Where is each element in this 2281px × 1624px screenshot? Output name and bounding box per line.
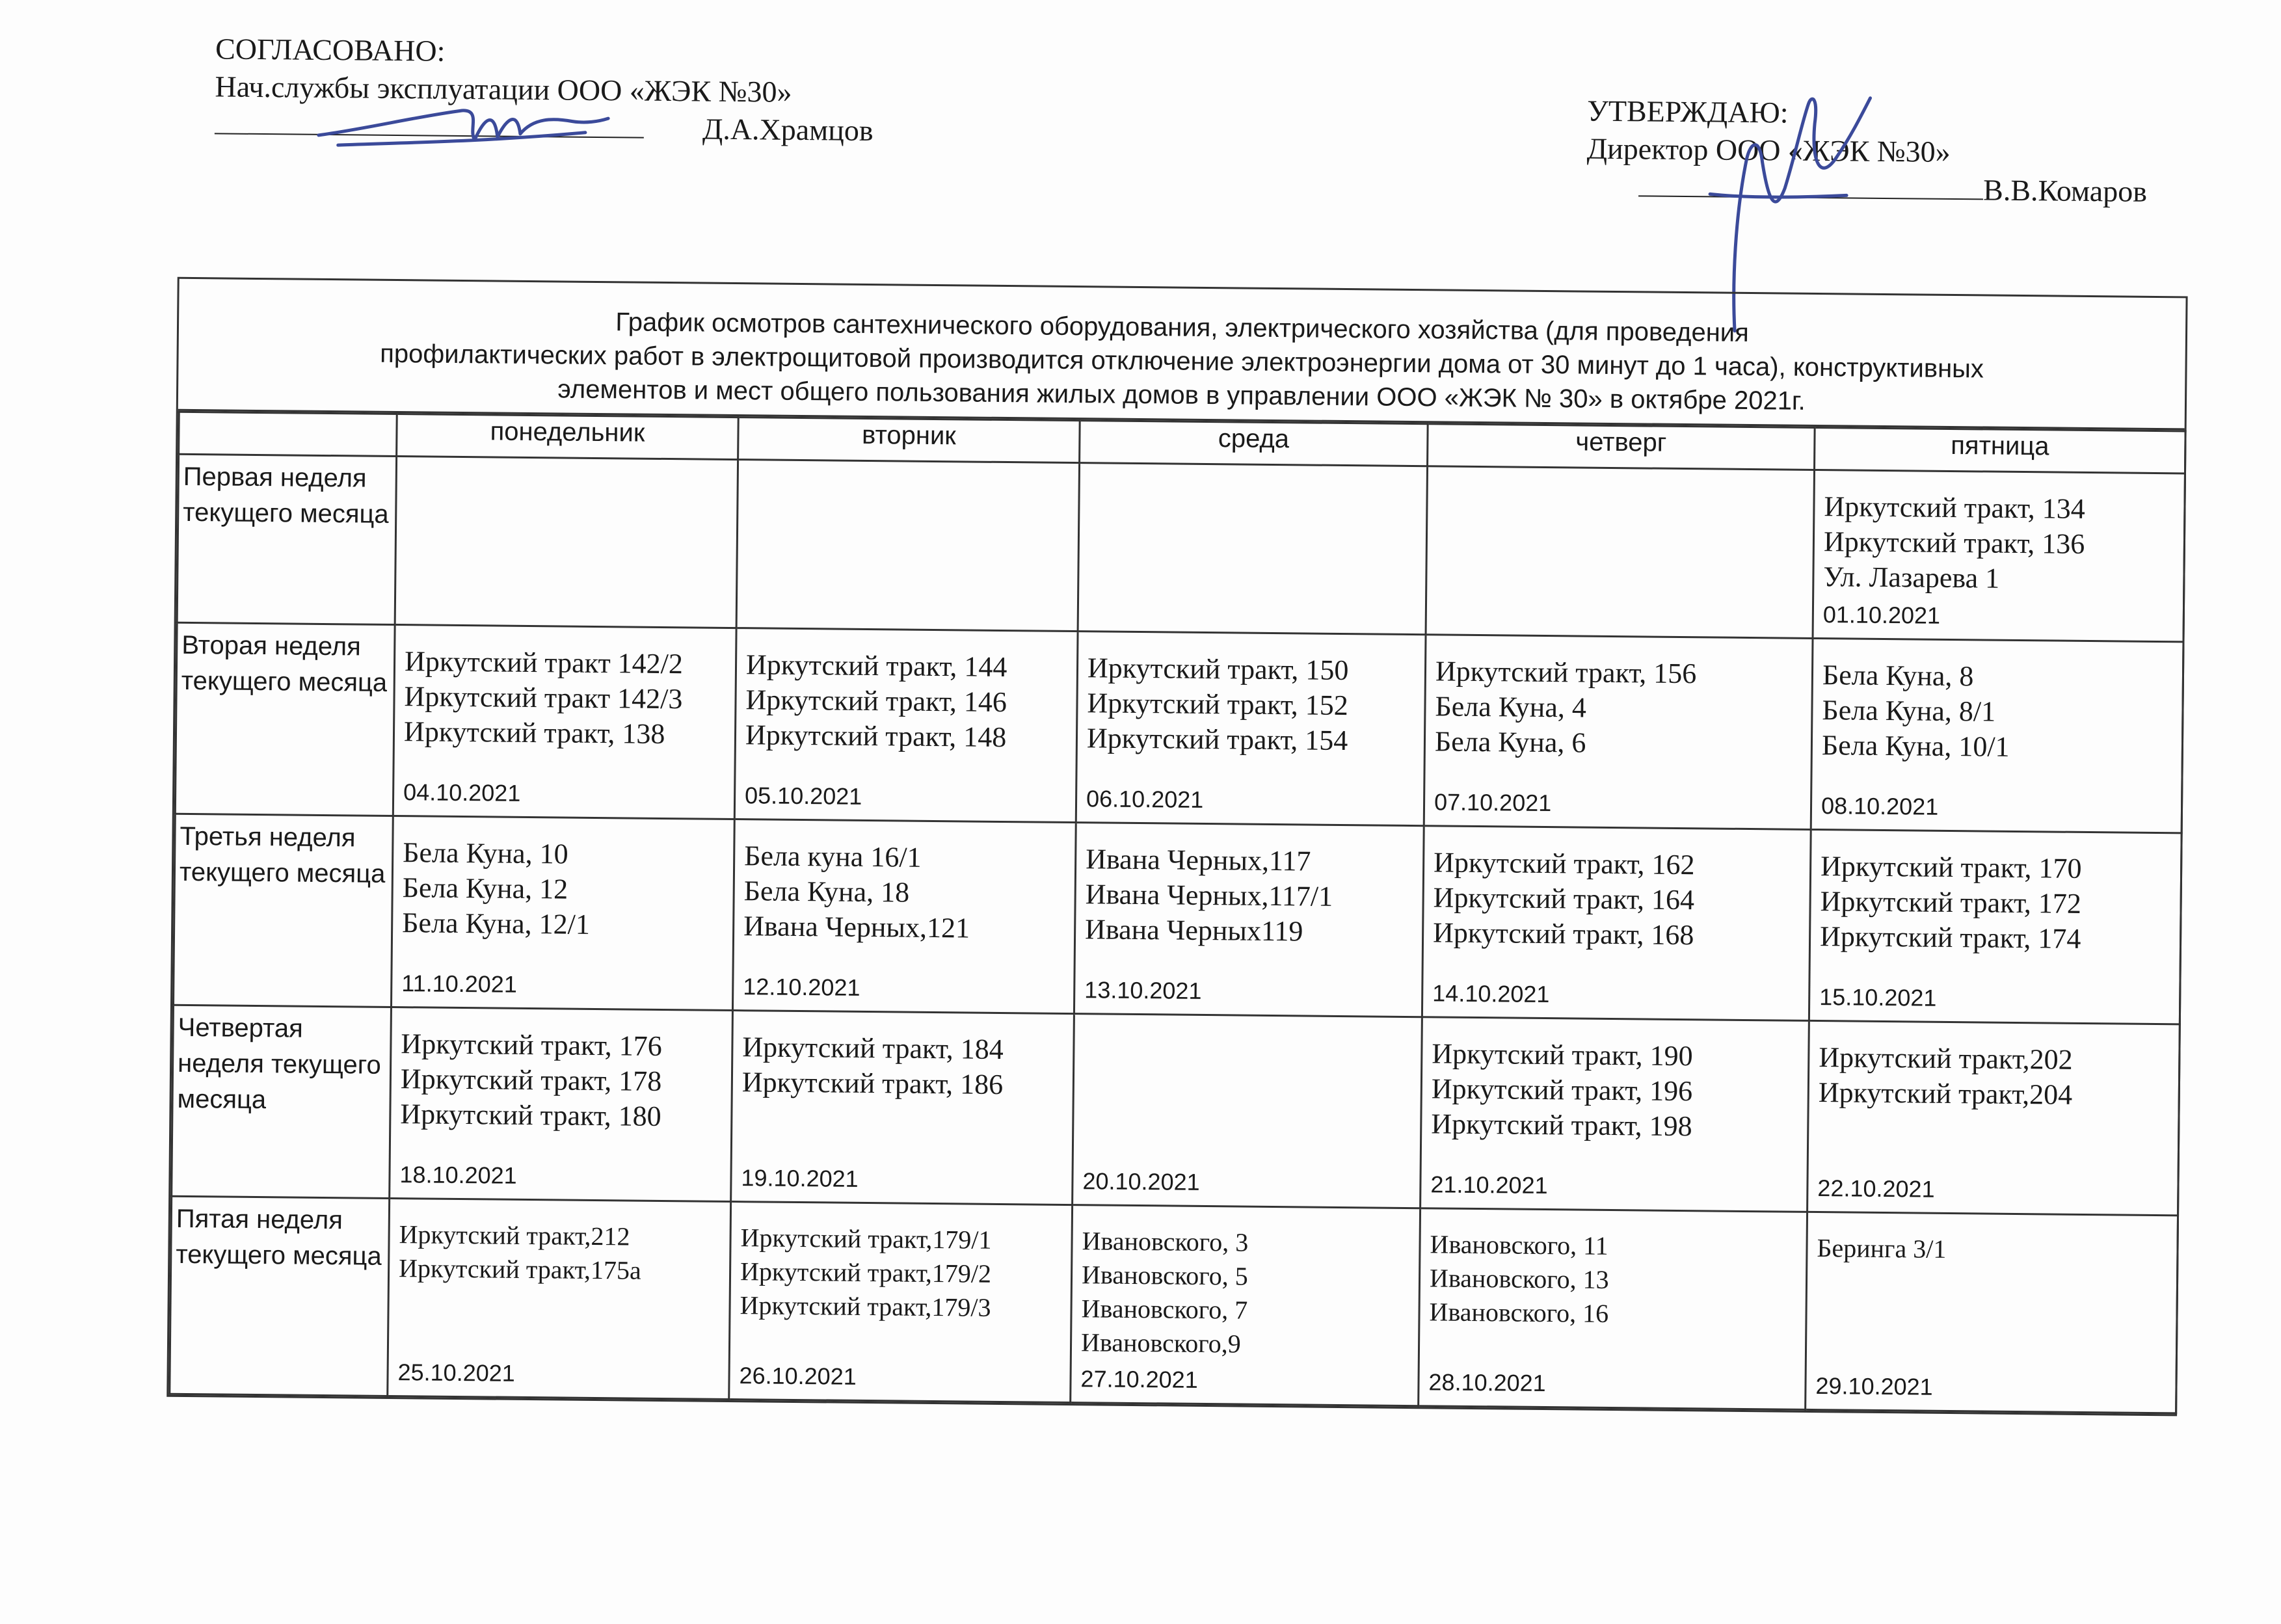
building-address: Иркутский тракт, 134 xyxy=(1824,490,2086,525)
building-address: Иркутский тракт,179/3 xyxy=(740,1290,991,1322)
inspection-date: 07.10.2021 xyxy=(1434,788,1552,817)
inspection-date: 20.10.2021 xyxy=(1082,1167,1200,1195)
inspection-date: 21.10.2021 xyxy=(1430,1171,1548,1199)
building-address: Ивановского, 7 xyxy=(1081,1294,1248,1325)
schedule-cell xyxy=(729,1202,1073,1403)
weekday-header: среда xyxy=(1080,421,1428,466)
schedule-cell xyxy=(1421,1017,1809,1212)
building-address: Иркутский тракт,204 xyxy=(1818,1076,2073,1111)
title-line: профилактических работ в электрощитовой производится отключение электроэнергии дома от 30 минут до 1 часа), конструктивных xyxy=(380,339,1984,384)
inspection-date: 15.10.2021 xyxy=(1819,983,1937,1011)
week-row xyxy=(172,1005,2180,1216)
schedule-cell xyxy=(1078,463,1427,635)
inspection-date: 13.10.2021 xyxy=(1084,976,1202,1004)
building-address: Бела Куна, 18 xyxy=(743,875,910,909)
schedule-cell xyxy=(393,625,736,819)
schedule-cell xyxy=(731,1011,1074,1205)
building-address: Бела куна 16/1 xyxy=(744,840,922,873)
week-label: Вторая неделя текущего месяца xyxy=(175,622,395,816)
approval-agreed-heading: СОГЛАСОВАНО: xyxy=(215,32,446,68)
building-address: Иркутский тракт, 162 xyxy=(1433,846,1695,881)
building-address: Ивановского, 5 xyxy=(1081,1260,1248,1291)
inspection-date: 11.10.2021 xyxy=(401,970,518,998)
weekday-header: четверг xyxy=(1428,424,1815,470)
week-label: Пятая неделя текущего месяца xyxy=(170,1196,390,1396)
weekday-header: пятница xyxy=(1815,427,2186,473)
building-address: Ивановского, 16 xyxy=(1429,1297,1609,1328)
schedule-cell xyxy=(1076,632,1426,826)
building-address: Иркутский тракт, 198 xyxy=(1431,1108,1692,1143)
building-address: Бела Куна, 10 xyxy=(403,836,568,870)
building-address: Иркутский тракт, 170 xyxy=(1820,850,2082,885)
building-address: Иркутский тракт 142/3 xyxy=(404,680,683,715)
building-address: Иркутский тракт, 138 xyxy=(403,715,665,751)
building-address: Бела Куна, 4 xyxy=(1435,690,1587,724)
schedule-cell xyxy=(1073,1014,1422,1208)
inspection-date: 14.10.2021 xyxy=(1432,979,1550,1008)
building-address: Ивановского,9 xyxy=(1080,1327,1241,1359)
building-address: Ивана Черных,117 xyxy=(1085,843,1311,877)
inspection-date: 01.10.2021 xyxy=(1822,601,1941,629)
schedule-cell xyxy=(1426,466,1814,639)
schedule-title xyxy=(178,279,2186,431)
inspection-date: 18.10.2021 xyxy=(399,1161,517,1189)
building-address: Иркутский тракт, 180 xyxy=(400,1098,661,1132)
approval-approved-heading: УТВЕРЖДАЮ: xyxy=(1587,94,1789,129)
week-row xyxy=(174,814,2182,1024)
week-row xyxy=(170,1196,2178,1413)
building-address: Бела Куна, 10/1 xyxy=(1821,729,2010,763)
schedule-table xyxy=(167,277,2187,1417)
building-address: Ивановского, 3 xyxy=(1082,1226,1249,1257)
building-address: Ивановского, 11 xyxy=(1430,1229,1608,1260)
building-address: Бела Куна, 8 xyxy=(1822,659,1974,693)
approval-agreed-position: Нач.службы эксплуатации ООО «ЖЭК №30» xyxy=(215,70,792,109)
inspection-date: 06.10.2021 xyxy=(1086,785,1204,813)
schedule-cell xyxy=(1811,638,2183,832)
weekday-header: понедельник xyxy=(397,414,739,460)
schedule-cell xyxy=(395,457,738,628)
building-address: Иркутский тракт, 148 xyxy=(745,719,1007,754)
inspection-date: 05.10.2021 xyxy=(744,782,862,810)
approval-approved-position: Директор ООО «ЖЭК №30» xyxy=(1586,131,1951,168)
title-line: элементов и мест общего пользования жилых домов в управлении ООО «ЖЭК № 30» в октябре 2021г. xyxy=(557,375,1806,416)
building-address: Иркутский тракт, 168 xyxy=(1432,916,1694,952)
approval-agreed-name: Д.А.Храмцов xyxy=(702,112,874,148)
schedule-cell xyxy=(734,628,1078,823)
building-address: Иркутский тракт, 146 xyxy=(745,684,1007,719)
schedule-cell xyxy=(1424,635,1813,830)
inspection-date: 04.10.2021 xyxy=(403,779,521,806)
title-line: График осмотров сантехнического оборудования, электрического хозяйства (для проведения xyxy=(615,308,1750,347)
building-address: Иркутский тракт, 184 xyxy=(742,1031,1004,1066)
week-row xyxy=(175,622,2183,833)
building-address: Бела Куна, 6 xyxy=(1434,725,1586,759)
inspection-date: 19.10.2021 xyxy=(741,1164,859,1192)
schedule-cell xyxy=(732,819,1076,1014)
building-address: Бела Куна, 12 xyxy=(402,872,568,905)
building-address: Иркутский тракт, 154 xyxy=(1086,722,1348,757)
inspection-date: 27.10.2021 xyxy=(1080,1365,1198,1393)
building-address: Иркутский тракт,179/1 xyxy=(740,1223,992,1255)
building-address: Иркутский тракт,175а xyxy=(398,1253,641,1285)
building-address: Иркутский тракт, 150 xyxy=(1087,652,1349,687)
inspection-date: 26.10.2021 xyxy=(739,1362,857,1390)
week-label: Первая неделя текущего месяца xyxy=(177,454,396,624)
schedule-cell xyxy=(1806,1212,2178,1413)
building-address: Иркутский тракт, 178 xyxy=(400,1063,662,1097)
building-address: Ивана Черных,121 xyxy=(743,910,970,944)
schedule-cell xyxy=(390,1007,733,1201)
building-address: Иркутский тракт, 136 xyxy=(1823,526,2085,560)
building-address: Беринга 3/1 xyxy=(1817,1233,1947,1264)
inspection-date: 12.10.2021 xyxy=(743,973,860,1001)
building-address: Иркутский тракт, 196 xyxy=(1431,1072,1693,1108)
building-address: Ул. Лазарева 1 xyxy=(1823,561,2000,594)
building-address: Иркутский тракт, 152 xyxy=(1087,687,1349,722)
week-row xyxy=(177,454,2185,642)
building-address: Иркутский тракт, 156 xyxy=(1435,655,1697,690)
inspection-date: 25.10.2021 xyxy=(397,1359,515,1387)
building-address: Иркутский тракт, 186 xyxy=(741,1066,1004,1101)
building-address: Иркутский тракт, 176 xyxy=(401,1028,662,1062)
inspection-date: 22.10.2021 xyxy=(1817,1175,1935,1203)
building-address: Иркутский тракт, 190 xyxy=(1432,1037,1693,1072)
building-address: Иркутский тракт,212 xyxy=(399,1219,630,1251)
schedule-cell xyxy=(1422,826,1811,1021)
building-address: Ивана Черных119 xyxy=(1084,913,1303,948)
building-address: Иркутский тракт, 172 xyxy=(1820,885,2082,920)
building-address: Ивановского, 13 xyxy=(1429,1263,1609,1294)
building-address: Иркутский тракт, 164 xyxy=(1433,881,1695,916)
building-address: Иркутский тракт 142/2 xyxy=(404,645,684,680)
approval-approved-name: В.В.Комаров xyxy=(1982,173,2148,208)
schedule-cell xyxy=(1071,1205,1421,1406)
schedule-cell xyxy=(1809,829,2181,1024)
week-label: Четвертая неделя текущего месяца xyxy=(172,1005,392,1198)
corner-cell xyxy=(179,412,397,456)
building-address: Иркутский тракт, 144 xyxy=(745,648,1007,684)
building-address: Ивана Черных,117/1 xyxy=(1085,878,1333,912)
inspection-date: 29.10.2021 xyxy=(1815,1372,1933,1400)
inspection-grid xyxy=(168,411,2186,1415)
building-address: Иркутский тракт, 174 xyxy=(1819,920,2081,955)
building-address: Иркутский тракт,202 xyxy=(1819,1041,2073,1076)
building-address: Иркутский тракт,179/2 xyxy=(740,1257,992,1288)
schedule-cell xyxy=(1813,470,2185,641)
schedule-cell xyxy=(736,460,1079,632)
handwritten-signature-left xyxy=(312,90,611,164)
schedule-cell xyxy=(388,1198,731,1399)
inspection-date: 08.10.2021 xyxy=(1821,792,1939,820)
schedule-cell xyxy=(391,816,734,1011)
schedule-cell xyxy=(1419,1208,1807,1410)
week-label: Третья неделя текущего месяца xyxy=(174,814,394,1007)
inspection-date: 28.10.2021 xyxy=(1428,1368,1546,1397)
building-address: Бела Куна, 12/1 xyxy=(401,907,591,940)
weekday-header: вторник xyxy=(738,418,1080,463)
schedule-cell xyxy=(1074,823,1424,1017)
schedule-cell xyxy=(1807,1020,2180,1215)
building-address: Бела Куна, 8/1 xyxy=(1822,694,1996,728)
